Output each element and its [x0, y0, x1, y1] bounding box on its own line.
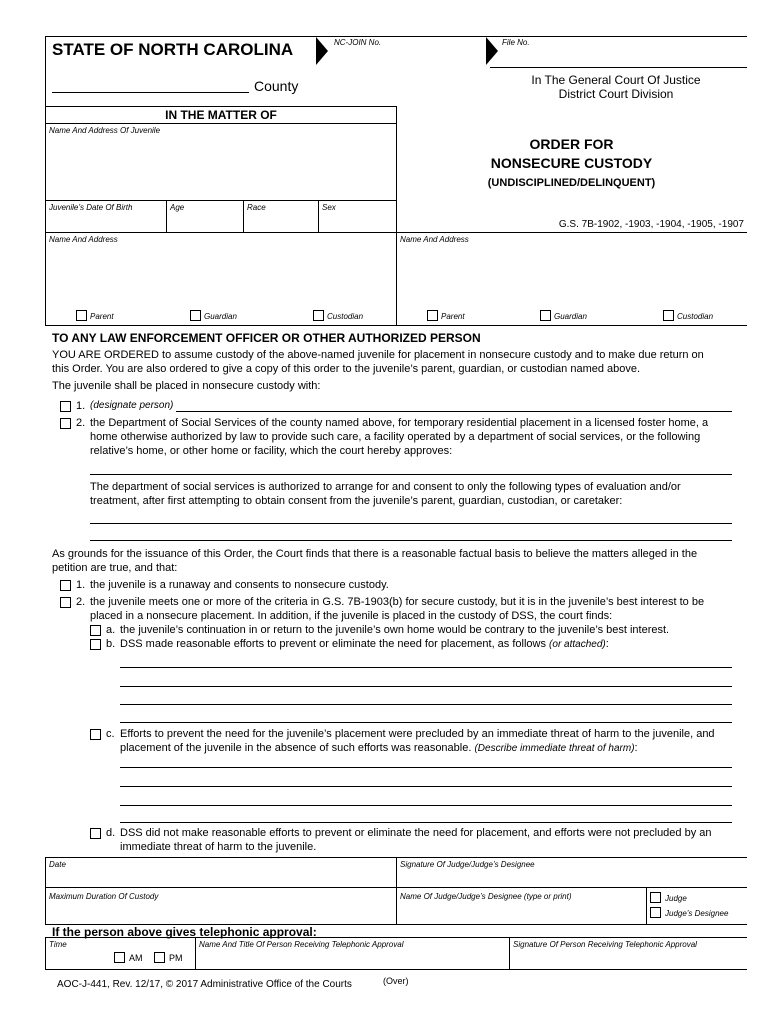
left-custodian-checkbox[interactable]: [313, 310, 324, 321]
finding-b-line-3[interactable]: [120, 704, 732, 705]
juvenile-name-field[interactable]: [46, 136, 395, 200]
title-line-1: ORDER FOR: [529, 136, 614, 152]
matter-heading: IN THE MATTER OF: [165, 108, 277, 122]
ground-2-line-1: the juvenile meets one or more of the criteria in G.S. 7B-1903(b) for secure custody, but it is in the juvenile’s best interest to be: [90, 596, 705, 608]
ground-1-checkbox[interactable]: [60, 580, 71, 591]
header-top-border: [45, 36, 747, 37]
right-name-address-label: Name And Address: [400, 235, 469, 244]
finding-c-line-b[interactable]: [120, 786, 732, 787]
county-input-line[interactable]: [52, 92, 249, 93]
right-guardian-label: Guardian: [554, 312, 587, 321]
title-line-2: NONSECURE CUSTODY: [490, 155, 653, 171]
finding-c-line-c[interactable]: [120, 805, 732, 806]
dob-row-top: [45, 200, 397, 201]
right-custodian-label: Custodian: [677, 312, 714, 321]
finding-b-checkbox[interactable]: [90, 639, 101, 650]
option-1-number: 1.: [76, 400, 86, 412]
judge-checkbox[interactable]: [650, 892, 661, 903]
finding-c-note: (Describe immediate threat of harm): [474, 743, 635, 754]
option-1-checkbox[interactable]: [60, 401, 71, 412]
receiver-signature-label: Signature Of Person Receiving Telephonic Approval: [513, 940, 697, 949]
over-note: (Over): [383, 976, 409, 986]
finding-b-letter: b.: [106, 638, 116, 650]
ground-2-number: 2.: [76, 596, 86, 608]
race-label: Race: [247, 203, 266, 212]
am-checkbox[interactable]: [114, 952, 125, 963]
finding-b-text-row: DSS made reasonable efforts to prevent or eliminate the need for placement, as follows (or attached):: [120, 638, 609, 650]
dss-authorization-line-2: treatment, after first attempting to obtain consent from the juvenile’s parent, guardian, custodian, or caretaker:: [90, 495, 623, 507]
telephonic-left-border: [45, 937, 46, 970]
finding-d-line-1: DSS did not make reasonable efforts to prevent or eliminate the need for placement, and efforts were not precluded by an: [120, 827, 712, 839]
form-id: AOC-J-441, Rev. 12/17, © 2017 Administrative Office of the Courts: [57, 979, 352, 990]
left-parent-label: Parent: [90, 312, 114, 321]
left-guardian-label: Guardian: [204, 312, 237, 321]
left-name-address-label: Name And Address: [49, 235, 118, 244]
right-parent-checkbox[interactable]: [427, 310, 438, 321]
finding-a-text: the juvenile’s continuation in or return to the juvenile’s own home would be contrary to the juvenile’s best interest.: [120, 624, 670, 636]
approved-home-line[interactable]: [90, 474, 732, 475]
judge-label: Judge: [665, 894, 687, 903]
finding-c-checkbox[interactable]: [90, 729, 101, 740]
am-label: AM: [129, 953, 143, 963]
finding-b-line-2[interactable]: [120, 686, 732, 687]
statute-reference: G.S. 7B-1902, -1903, -1904, -1905, -1907: [558, 219, 744, 230]
date-label: Date: [49, 860, 66, 869]
ground-1-number: 1.: [76, 579, 86, 591]
judge-type-divider: [646, 887, 647, 925]
telephonic-top-border: [45, 937, 747, 938]
option-1-label: (designate person): [90, 400, 174, 411]
left-parent-checkbox[interactable]: [76, 310, 87, 321]
right-custodian-checkbox[interactable]: [663, 310, 674, 321]
order-heading: TO ANY LAW ENFORCEMENT OFFICER OR OTHER AUTHORIZED PERSON: [52, 331, 481, 345]
finding-d-line-2: immediate threat of harm to the juvenile.: [120, 841, 317, 853]
finding-c-line-a[interactable]: [120, 767, 732, 768]
designate-person-line[interactable]: [176, 411, 732, 412]
county-label: County: [254, 78, 299, 94]
option-2-line-1: the Department of Social Services of the county named above, for temporary residential placement in a licensed foster home, a: [90, 417, 709, 429]
finding-c-line-d[interactable]: [120, 822, 732, 823]
finding-d-checkbox[interactable]: [90, 828, 101, 839]
signature-left-border: [45, 857, 46, 925]
judge-name-label: Name Of Judge/Judge’s Designee (type or print): [400, 892, 572, 901]
sex-divider: [318, 200, 319, 232]
grounds-intro-line-1: As grounds for the issuance of this Order, the Court finds that there is a reasonable factual basis to believe the matters alleged in the: [52, 548, 698, 560]
state-title: STATE OF NORTH CAROLINA: [52, 40, 294, 59]
name-address-row-top: [45, 232, 747, 233]
pm-label: PM: [169, 953, 183, 963]
file-no-arrow-icon: [486, 37, 498, 65]
option-2-number: 2.: [76, 417, 86, 429]
court-line-2: District Court Division: [558, 87, 674, 101]
right-parent-label: Parent: [441, 312, 465, 321]
court-line-1: In The General Court Of Justice: [531, 73, 701, 87]
nc-join-label: NC-JOIN No.: [334, 38, 382, 47]
judge-designee-checkbox[interactable]: [650, 907, 661, 918]
finding-c-line-1: Efforts to prevent the need for the juvenile’s placement were precluded by an immediate threat of harm to the juvenile, and: [120, 728, 715, 740]
dss-authorization-line-1: The department of social services is authorized to arrange for and consent to only the following types of evaluation and/or: [90, 481, 681, 493]
finding-b-line-1[interactable]: [120, 667, 732, 668]
dob-label: Juvenile’s Date Of Birth: [49, 203, 133, 212]
juvenile-name-label: Name And Address Of Juvenile: [49, 126, 161, 135]
judge-designee-label: Judge’s Designee: [665, 909, 729, 918]
max-duration-label: Maximum Duration Of Custody: [49, 892, 159, 901]
finding-b-line-4[interactable]: [120, 722, 732, 723]
option-2-line-3: relative’s home, or other home or facility, which the court hereby approves:: [90, 445, 453, 457]
placement-intro: The juvenile shall be placed in nonsecure custody with:: [52, 380, 321, 392]
finding-b-note: (or attached): [549, 639, 606, 650]
nc-join-arrow-icon: [316, 37, 328, 65]
order-paragraph-line-1: YOU ARE ORDERED to assume custody of the above-named juvenile for placement in nonsecure custody and to make due return on: [52, 349, 704, 361]
ground-2-line-2: placed in a nonsecure placement. In addition, if the juvenile is placed in the custody of DSS, the court finds:: [90, 610, 613, 622]
finding-a-checkbox[interactable]: [90, 625, 101, 636]
time-label: Time: [49, 940, 67, 949]
age-divider: [166, 200, 167, 232]
treatment-line-2[interactable]: [90, 540, 732, 541]
option-2-line-2: home otherwise authorized by law to provide such care, a facility operated by a department of social services, or the following: [90, 431, 701, 443]
finding-a-letter: a.: [106, 624, 116, 636]
finding-c-line-2: placement of the juvenile in the absence of such efforts was reasonable.: [120, 742, 472, 754]
finding-c-text-row: placement of the juvenile in the absence of such efforts was reasonable. (Describe immediate threat of harm):: [120, 742, 638, 754]
ground-1-text: the juvenile is a runaway and consents to nonsecure custody.: [90, 579, 389, 591]
race-divider: [243, 200, 244, 232]
left-guardian-checkbox[interactable]: [190, 310, 201, 321]
header-left-border: [45, 36, 46, 106]
left-custodian-label: Custodian: [327, 312, 364, 321]
title-line-3: (UNDISCIPLINED/DELINQUENT): [487, 177, 656, 189]
signature-row-divider: [45, 887, 747, 888]
sex-label: Sex: [322, 203, 336, 212]
telephonic-heading: If the person above gives telephonic approval:: [52, 925, 317, 939]
pm-checkbox[interactable]: [154, 952, 165, 963]
file-no-label: File No.: [502, 38, 530, 47]
age-label: Age: [170, 203, 185, 212]
order-paragraph-line-2: this Order. You are also ordered to give a copy of this order to the juvenile’s parent, guardian, or custodian named above.: [52, 363, 641, 375]
finding-b-text: DSS made reasonable efforts to prevent or eliminate the need for placement, as follows: [120, 638, 546, 650]
signature-divider: [396, 857, 397, 925]
treatment-line-1[interactable]: [90, 523, 732, 524]
ground-2-checkbox[interactable]: [60, 597, 71, 608]
receiver-label: Name And Title Of Person Receiving Telephonic Approval: [199, 940, 404, 949]
finding-c-letter: c.: [106, 728, 115, 740]
matter-heading-rule: [45, 123, 397, 124]
grounds-intro-line-2: petition are true, and that:: [52, 562, 178, 574]
finding-d-letter: d.: [106, 827, 116, 839]
option-2-checkbox[interactable]: [60, 418, 71, 429]
telephonic-bottom-border: [45, 969, 747, 970]
receiver-divider: [195, 937, 196, 970]
matter-top-border: [45, 106, 397, 107]
matter-bottom-border: [45, 325, 747, 326]
receiver-sig-divider: [509, 937, 510, 970]
file-no-underline: [490, 67, 747, 68]
judge-signature-label: Signature Of Judge/Judge’s Designee: [400, 860, 535, 869]
right-guardian-checkbox[interactable]: [540, 310, 551, 321]
